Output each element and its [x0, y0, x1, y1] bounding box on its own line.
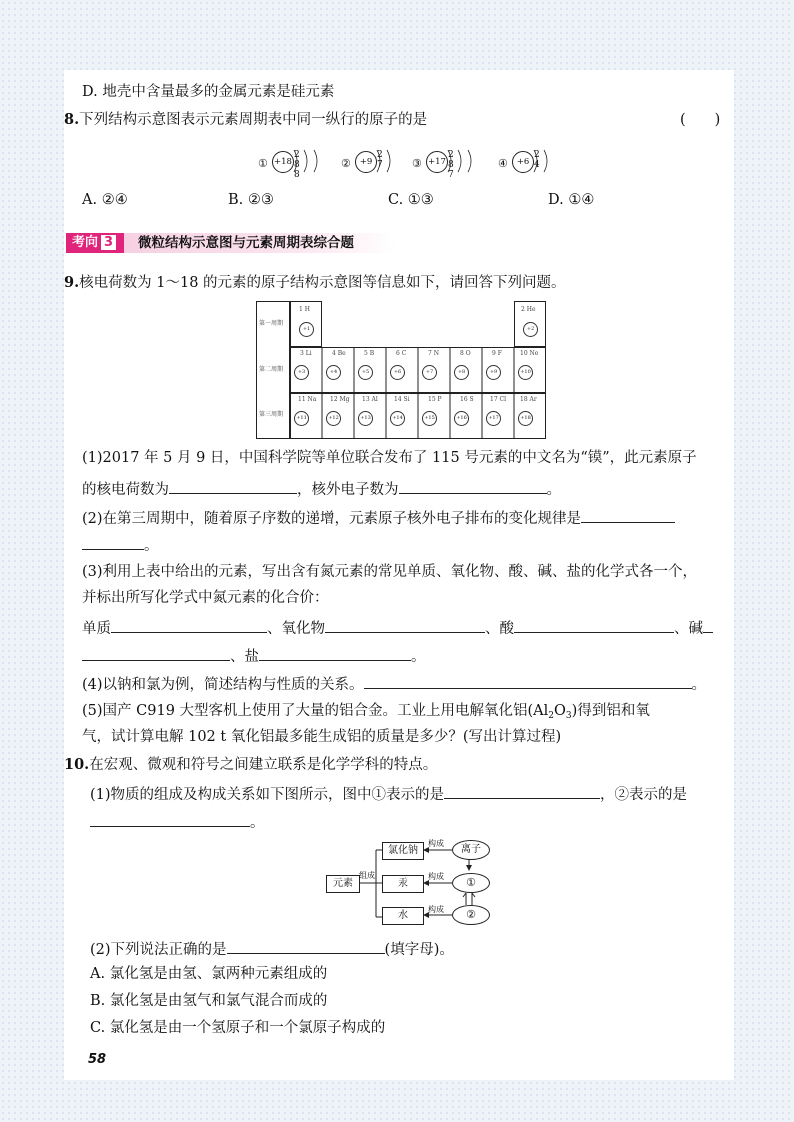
atom-nucleus: +6 [512, 151, 534, 173]
element-label: 13 Al [362, 396, 378, 403]
question-text: 下列结构示意图表示元素周期表中同一纵行的原子的是 [79, 112, 428, 128]
q9-part2-line2 [82, 534, 159, 556]
answer-blank[interactable] [444, 783, 600, 799]
element-label: 11 Na [298, 396, 317, 403]
element-label: 2 He [521, 306, 536, 313]
section-tag-label: 考向 [72, 235, 99, 250]
element-label: 12 Mg [330, 396, 350, 403]
section-banner [66, 233, 396, 253]
atom-label: ② [341, 157, 351, 170]
element-nucleus: +9 [486, 365, 501, 380]
answer-blank[interactable] [364, 673, 692, 689]
answer-blank[interactable] [227, 938, 385, 954]
element-nucleus: +1 [299, 322, 314, 337]
element-nucleus: +2 [523, 322, 538, 337]
section-tag-number: 3 [101, 235, 116, 250]
answer-blank[interactable] [259, 645, 411, 661]
q9-part1-line2 [82, 478, 561, 500]
element-label: 15 P [428, 396, 442, 403]
text: (2)在第三周期中，随着原子序数的递增，元素原子核外电子排布的变化规律是 [82, 511, 582, 527]
text: (填字母)。 [384, 942, 454, 958]
text: 的核电荷数为 [82, 482, 169, 498]
atom-label: ① [258, 157, 268, 170]
element-box: 元素 [326, 875, 360, 893]
q8-option-d: D. ①④ [548, 192, 595, 208]
element-nucleus: +17 [486, 411, 501, 426]
element-nucleus: +11 [294, 411, 309, 426]
section-tag [66, 233, 124, 253]
element-nucleus: +15 [422, 411, 437, 426]
text: ，核外电子数为 [297, 482, 399, 498]
text: (2)下列说法正确的是 [90, 942, 227, 958]
section-title: 微粒结构示意图与元素周期表综合题 [138, 235, 354, 251]
element-nucleus: +4 [326, 365, 341, 380]
text: 单质 [82, 621, 111, 637]
q9-part2-line1 [82, 507, 675, 529]
text: 、酸 [485, 621, 514, 637]
text: (4)以钠和氯为例，简述结构与性质的关系。 [82, 677, 364, 693]
element-nucleus: +13 [358, 411, 373, 426]
page-number: 58 [88, 1052, 107, 1067]
q9-part3-line2: 并标出所写化学式中氮元素的化合价： [82, 590, 329, 606]
make-label-2: 构成 [428, 872, 444, 881]
answer-blank[interactable] [399, 478, 547, 494]
question-number: 8. [64, 111, 80, 128]
text: (1)物质的组成及构成关系如下图所示，图中①表示的是 [90, 787, 445, 803]
q8-option-a: A. ②④ [82, 192, 128, 208]
atom-label: ④ [498, 157, 508, 170]
element-label: 1 H [299, 306, 310, 313]
text: )得到铝和氧 [571, 703, 650, 719]
row-label-period-1: 第一周期 [259, 320, 284, 327]
element-label: 5 B [364, 350, 375, 357]
atom-shells: 2 8 7 [448, 150, 455, 180]
text: (5)国产 C919 大型客机上使用了大量的铝合金。工业上用电解氧化铝(Al [82, 703, 549, 719]
q10-part1-line1 [90, 783, 687, 805]
ion-oval: 离子 [452, 840, 490, 860]
text: 。 [411, 649, 426, 665]
answer-blank[interactable] [514, 617, 674, 633]
text: 。 [250, 815, 265, 831]
subscript: 2 [548, 711, 555, 721]
mercury-box: 汞 [382, 875, 424, 893]
row-label-period-2: 第二周期 [259, 366, 284, 373]
text: 。 [691, 677, 707, 693]
q8-option-b: B. ②③ [228, 192, 274, 208]
q9-part1-line1: (1)2017 年 5 月 9 日，中国科学院等单位联合发布了 115 号元素的中文名为“镆”，此元素原子 [82, 450, 697, 466]
element-label: 6 C [396, 350, 407, 357]
text: 。 [546, 482, 561, 498]
text: 、碱 [674, 621, 703, 637]
element-label: 10 Ne [520, 350, 539, 357]
answer-blank[interactable] [581, 507, 675, 523]
answer-blank[interactable] [82, 645, 230, 661]
compose-label: 组成 [359, 871, 375, 880]
atom-nucleus: +9 [355, 151, 377, 173]
answer-blank[interactable] [82, 534, 144, 550]
q10-option-b: B. 氯化氢是由氢气和氯气混合而成的 [90, 993, 328, 1009]
question-text: 核电荷数为 1～18 的元素的原子结构示意图等信息如下，请回答下列问题。 [79, 275, 566, 291]
q9-part5-line1 [82, 701, 650, 726]
element-nucleus: +18 [518, 411, 533, 426]
text: 、盐 [230, 649, 259, 665]
answer-blank[interactable] [111, 617, 267, 633]
q10-option-c: C. 氯化氢是由一个氢原子和一个氯原子构成的 [90, 1020, 386, 1036]
element-label: 16 S [460, 396, 474, 403]
element-label: 8 O [460, 350, 471, 357]
q9-part5-line2: 气，试计算电解 102 t 氧化铝最多能生成铝的质量是多少？(写出计算过程) [82, 729, 562, 745]
answer-blank[interactable] [325, 617, 485, 633]
element-nucleus: +12 [326, 411, 341, 426]
answer-blank[interactable] [169, 478, 297, 494]
element-label: 3 Li [300, 350, 312, 357]
row-label-period-3: 第三周期 [259, 411, 284, 418]
element-label: 7 N [428, 350, 439, 357]
subscript: 3 [565, 711, 572, 721]
element-nucleus: +8 [454, 365, 469, 380]
q8-option-c: C. ①③ [388, 192, 434, 208]
element-label: 14 Si [394, 396, 410, 403]
question-number: 10. [64, 756, 90, 773]
make-label-1: 构成 [428, 839, 444, 848]
circle-1-oval: ① [452, 873, 490, 893]
periodic-table [256, 301, 546, 439]
question-8 [64, 110, 427, 130]
element-label: 18 Ar [520, 396, 537, 403]
q9-part3-line3 [82, 617, 713, 639]
shell-arcs-icon [531, 147, 561, 175]
shell-arcs-icon [374, 147, 404, 175]
make-label-3: 构成 [428, 905, 444, 914]
column-dividers [290, 347, 546, 439]
shell-arcs-icon [445, 147, 485, 175]
question-text: 在宏观、微观和符号之间建立联系是化学学科的特点。 [89, 757, 438, 773]
q7-option-d: D. 地壳中含量最多的金属元素是硅元素 [82, 84, 335, 100]
element-nucleus: +14 [390, 411, 405, 426]
q9-part4 [82, 673, 706, 695]
text: O [554, 703, 566, 719]
table-cell-h [290, 301, 322, 347]
element-label: 17 Cl [490, 396, 507, 403]
element-nucleus: +10 [518, 365, 533, 380]
element-nucleus: +7 [422, 365, 437, 380]
element-label: 4 Be [332, 350, 346, 357]
sodium-chloride-box: 氯化钠 [382, 842, 424, 860]
text: ，②表示的是 [600, 787, 688, 803]
element-nucleus: +5 [358, 365, 373, 380]
text: 、氧化物 [267, 621, 325, 637]
element-nucleus: +16 [454, 411, 469, 426]
atom-shells: 2 7 [377, 150, 384, 170]
q9-part3-line4 [82, 645, 426, 667]
element-nucleus: +3 [294, 365, 309, 380]
element-label: 9 F [492, 350, 502, 357]
water-box: 水 [382, 907, 424, 925]
question-number: 9. [64, 274, 80, 291]
circle-2-oval: ② [452, 905, 490, 925]
atom-shells: 2 8 8 [294, 150, 301, 180]
atom-nucleus: +18 [272, 151, 294, 173]
element-nucleus: +6 [390, 365, 405, 380]
atom-nucleus: +17 [426, 151, 448, 173]
q10-part2 [90, 938, 454, 960]
table-cell-he [514, 301, 546, 347]
q10-part1-line2 [90, 811, 265, 833]
atom-label: ③ [412, 157, 422, 170]
question-10 [64, 755, 437, 775]
answer-blank[interactable] [90, 811, 250, 827]
answer-paren: ( ) [680, 112, 721, 128]
question-9 [64, 273, 566, 293]
text: 。 [144, 538, 159, 554]
answer-blank[interactable] [703, 617, 713, 633]
atom-shells: 2 4 [534, 150, 541, 170]
shell-arcs-icon [291, 147, 331, 175]
q10-option-a: A. 氯化氢是由氢、氯两种元素组成的 [90, 966, 328, 982]
q9-part3-line1: (3)利用上表中给出的元素，写出含有氮元素的常见单质、氧化物、酸、碱、盐的化学式各一个， [82, 564, 698, 580]
